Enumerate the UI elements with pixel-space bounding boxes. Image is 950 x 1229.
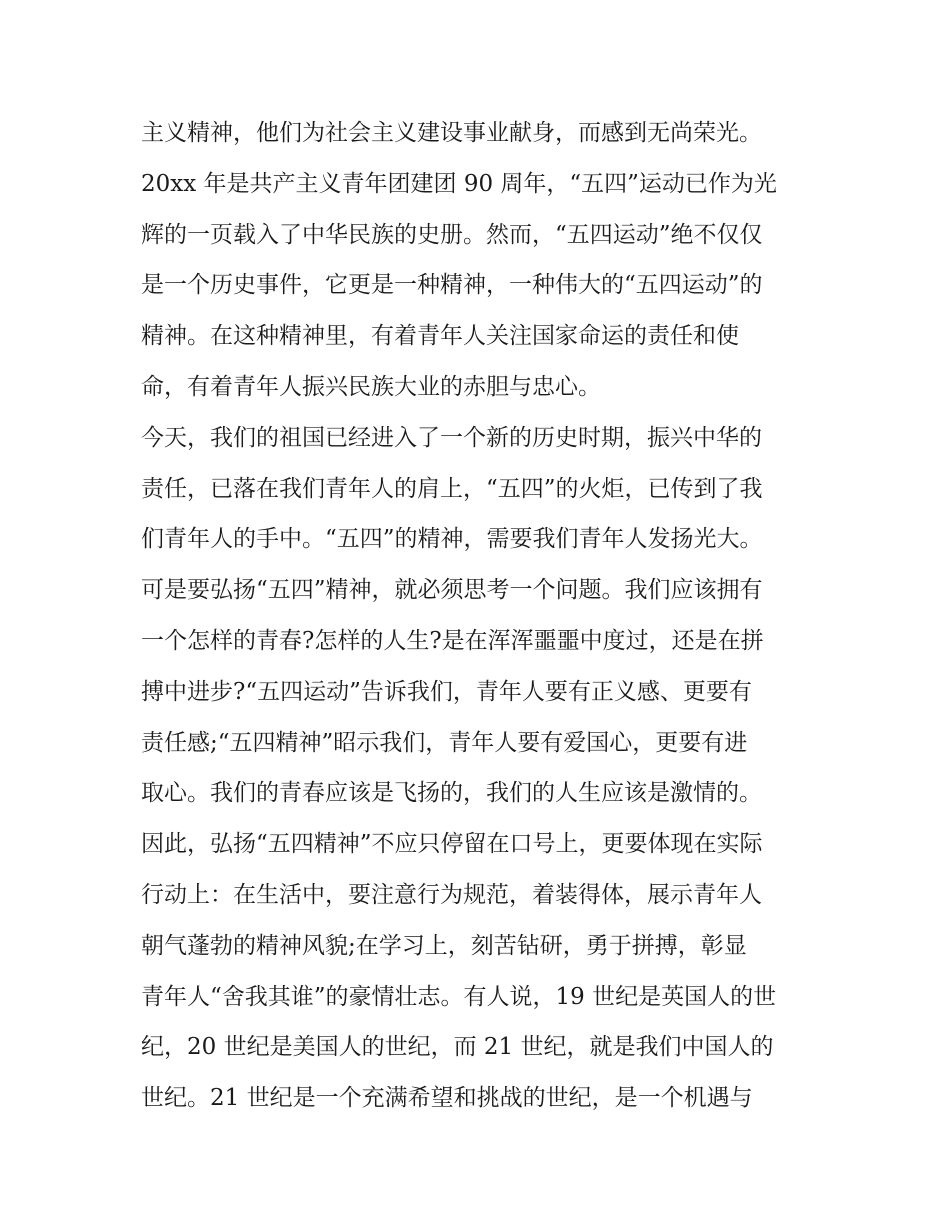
text-line: 主义精神，他们为社会主义建设事业献身，而感到无尚荣光。 (141, 120, 762, 146)
text-line: 今天，我们的祖国已经进入了一个新的历史时期，振兴中华的 (141, 424, 762, 451)
text-line: 辉的一页载入了中华民族的史册。然而，“五四运动”绝不仅仅 (141, 221, 763, 248)
text-line: 行动上：在生活中，要注意行为规范，着装得体，展示青年人 (141, 881, 762, 908)
text-line: 世纪。21 世纪是一个充满希望和挑战的世纪，是一个机遇与 (141, 1085, 753, 1112)
text-line: 命，有着青年人振兴民族大业的赤胆与忠心。 (141, 373, 601, 400)
text-line: 纪，20 世纪是美国人的世纪，而 21 世纪，就是我们中国人的 (141, 1034, 774, 1061)
text-line: 因此，弘扬“五四精神”不应只停留在口号上，更要体现在实际 (141, 831, 763, 858)
text-line: 精神。在这种精神里，有着青年人关注国家命运的责任和使 (141, 323, 739, 350)
text-line: 是一个历史事件，它更是一种精神，一种伟大的“五四运动”的 (141, 272, 763, 299)
text-line: 朝气蓬勃的精神风貌;在学习上，刻苦钻研，勇于拼搏，彰显 (141, 932, 747, 959)
text-line: 们青年人的手中。“五四”的精神，需要我们青年人发扬光大。 (141, 526, 763, 553)
text-line: 可是要弘扬“五四”精神，就必须思考一个问题。我们应该拥有 (141, 577, 763, 604)
text-line: 责任，已落在我们青年人的肩上，“五四”的火炬，已传到了我 (141, 475, 763, 502)
text-line: 20xx 年是共产主义青年团建团 90 周年，“五四”运动已作为光 (141, 170, 777, 197)
text-line: 一个怎样的青春?怎样的人生?是在浑浑噩噩中度过，还是在拼 (141, 627, 764, 654)
text-line: 取心。我们的青春应该是飞扬的，我们的人生应该是激情的。 (141, 780, 762, 807)
text-line: 青年人“舍我其谁”的豪情壮志。有人说，19 世纪是英国人的世 (141, 983, 777, 1010)
text-line: 责任感;“五四精神”昭示我们，青年人要有爱国心，更要有进 (141, 729, 748, 756)
text-line: 搏中进步?“五四运动”告诉我们，青年人要有正义感、更要有 (141, 678, 752, 705)
body-text (141, 108, 821, 1124)
